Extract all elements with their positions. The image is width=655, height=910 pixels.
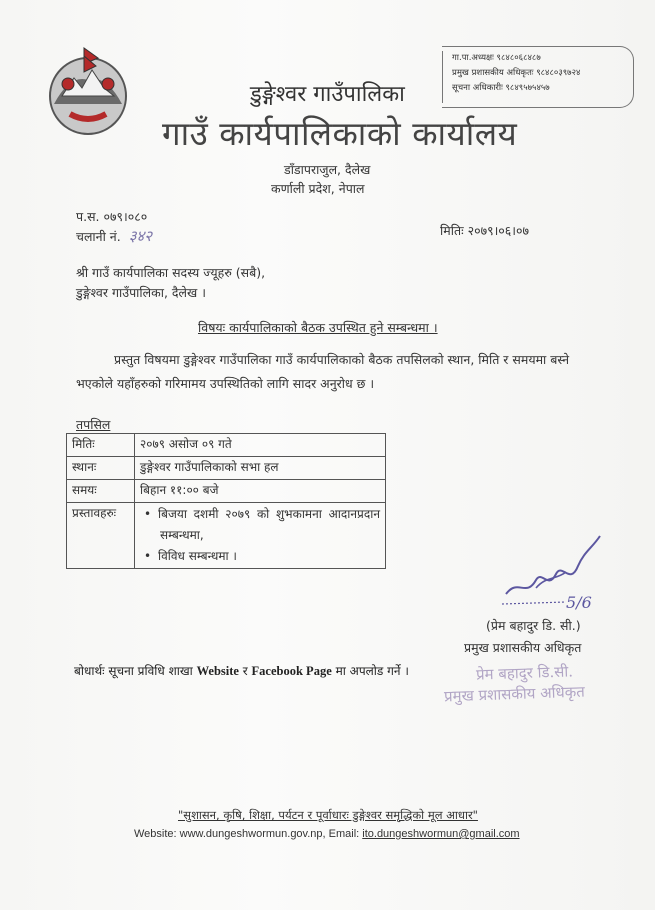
table-row [67,503,386,569]
address-line-1: डाँडापराजुल, दैलेख [284,162,371,177]
recipient-line-1: श्री गाउँ कार्यपालिका सदस्य ज्यूहरु (सबै), [76,265,266,280]
reference-number: प.स. ०७९।०८० [76,209,148,224]
cc-facebook-word: Facebook Page [251,664,332,678]
cc-website-word: Website [196,664,239,678]
row-label: समयः [67,480,135,503]
row-label: प्रस्तावहरुः [67,503,135,569]
row-value: बिहान ११:०० बजे [135,480,386,503]
dispatch-number: ३४२ [128,227,153,245]
signature-scrawl [496,528,608,612]
bullet-icon: • [144,549,152,563]
cc-prefix: बोधार्थः सूचना प्रविधि शाखा [74,664,193,678]
footer-motto: "सुशासन, कृषि, शिक्षा, पर्यटन र पूर्वाधारः डुङ्गेश्वर समृद्धिको मूल आधार" [178,808,478,822]
agenda-text: विविध सम्बन्धमा । [158,549,237,563]
footer-email: ito.dungeshwormun@gmail.com [362,828,520,840]
dispatch-label: चलानी नं. [76,229,121,244]
contact-line: प्रमुख प्रशासकीय अधिकृतः ९८४८०३९७२४ [452,68,581,78]
signature-date: 5/6 [566,593,592,612]
contact-line: सूचना अधिकारीः ९८४९५७५४५७ [452,83,550,93]
stamp-name: प्रेम बहादुर डि.सी. [475,662,574,684]
dispatch-number-line [76,226,152,246]
signatory-title: प्रमुख प्रशासकीय अधिकृत [464,640,582,655]
letter-date: मितिः २०७९।०६।०७ [440,223,530,238]
agenda-item [144,546,380,567]
bullet-icon: • [144,507,152,521]
row-label: मितिः [67,434,135,457]
agenda-cell [135,503,386,569]
cc-line [74,662,409,679]
table-row [67,480,386,503]
contact-box [442,46,634,108]
row-label: स्थानः [67,457,135,480]
table-row [67,434,386,457]
nepal-emblem-icon [40,44,136,140]
details-heading: तपसिल [76,417,111,432]
letter-subject: विषयः कार्यपालिकाको बैठक उपस्थित हुने सम्बन्धमा । [198,320,438,335]
cc-mid: र [242,664,248,678]
agenda-item [144,504,380,546]
table-row [67,457,386,480]
details-table [66,433,386,569]
row-value: डुङ्गेश्वर गाउँपालिकाको सभा हल [135,457,386,480]
address-line-2: कर्णाली प्रदेश, नेपाल [271,181,365,196]
footer-contact [134,828,520,840]
cc-suffix: मा अपलोड गर्ने । [335,664,409,678]
signatory-name: (प्रेम बहादुर डि. सी.) [486,618,581,633]
office-title: गाउँ कार्यपालिकाको कार्यालय [162,114,518,153]
agenda-text: बिजया दशमी २०७९ को शुभकामना आदानप्रदान सम्बन्धमा, [158,507,380,542]
recipient-line-2: डुङ्गेश्वर गाउँपालिका, दैलेख । [76,285,206,300]
contact-line: गा.पा.अध्यक्षः ९८४८०६८४८७ [452,53,541,63]
stamp-title: प्रमुख प्रशासकीय अधिकृत [443,682,586,706]
office-name: डुङ्गेश्वर गाउँपालिका [250,82,405,107]
letter-body: प्रस्तुत विषयमा डुङ्गेश्वर गाउँपालिका गाउँ कार्यपालिकाको बैठक तपसिलको स्थान, मिति र समयमा बस्ने भएकोले यहाँहरुको गरिमामय उपस्थितिको लागि सादर अनुरोध छ । [76,352,570,391]
row-value: २०७९ असोज ०९ गते [135,434,386,457]
footer-website: Website: www.dungeshwormun.gov.np, Email: [134,828,363,840]
